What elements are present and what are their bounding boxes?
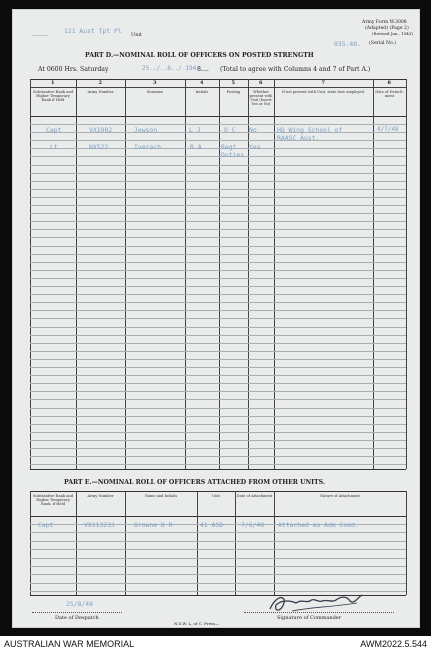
ruled-line — [30, 391, 406, 392]
ruled-line — [30, 549, 406, 550]
ruled-line — [30, 213, 406, 214]
part-e-title: PART E.—NOMINAL ROLL OF OFFICERS ATTACHED FROM OTHER UNITS. — [64, 479, 326, 486]
column-number: 5 — [231, 80, 235, 86]
column-header: Date of Attachment — [236, 494, 273, 498]
column-header: Army Number — [87, 494, 114, 498]
column-divider — [406, 79, 407, 469]
part-d-date: 25../..8../ 194 — [142, 65, 197, 72]
part-d-title: PART D.—NOMINAL ROLL OF OFFICERS ON POSTED STRENGTH — [85, 52, 314, 59]
column-divider — [185, 79, 186, 469]
ruled-line — [30, 189, 406, 190]
ruled-line — [30, 254, 406, 255]
archive-id: AWM2022.5.544 — [360, 639, 427, 649]
column-divider — [125, 491, 126, 595]
part-d-number-rule — [30, 87, 406, 88]
archive-name: AUSTRALIAN WAR MEMORIAL — [4, 639, 135, 649]
attachment-date-cell: 7/6/48 — [241, 521, 265, 529]
ruled-line — [30, 165, 406, 166]
employed-cell: HQ Wing School of — [277, 126, 343, 134]
column-divider — [274, 79, 275, 469]
column-number: 4 — [200, 80, 204, 86]
army-number-cell: VX113233 — [84, 521, 115, 529]
column-number: 7 — [321, 80, 325, 86]
ruled-line — [30, 270, 406, 271]
unit-label: Unit — [131, 32, 143, 38]
posting-cell: O C — [224, 126, 236, 134]
despatch-date: 25/8/48 — [66, 600, 93, 608]
signature-line — [244, 612, 394, 613]
surname-cell: Jewson — [134, 126, 158, 134]
column-header: Whether present with Unit (Insert Yes or No) — [249, 90, 273, 107]
army-number-cell: NX522 — [89, 143, 109, 151]
unit-dots: .......... — [32, 32, 48, 38]
column-divider — [406, 491, 407, 595]
ruled-line — [30, 229, 406, 230]
archive-footer — [0, 636, 431, 653]
column-divider — [76, 491, 77, 595]
ruled-line — [30, 294, 406, 295]
part-e-top-rule — [30, 491, 406, 492]
ruled-line — [30, 262, 406, 263]
ruled-line — [30, 140, 406, 141]
ruled-line — [30, 221, 406, 222]
ruled-line — [30, 335, 406, 336]
posting-cell-2: Duties — [221, 151, 245, 159]
initials-cell: L J — [189, 126, 201, 134]
ruled-line — [30, 383, 406, 384]
part-e-header-rule — [30, 516, 406, 517]
ruled-line — [30, 408, 406, 409]
part-d-at: At 0600 Hrs. Saturday — [38, 66, 109, 73]
form-revision: (Revised Jan., 1943) — [372, 31, 413, 36]
ruled-line — [30, 541, 406, 542]
ruled-line — [30, 246, 406, 247]
form-number: Army Form W.3008 — [362, 20, 407, 25]
employed-cell-2: RAASC Aust. — [277, 134, 320, 142]
ruled-line — [30, 197, 406, 198]
column-header: If not present with Unit, state how employed. — [282, 90, 365, 94]
initials-cell: R A — [190, 143, 202, 151]
signature-label: Signature of Commander — [277, 615, 342, 621]
ruled-line — [30, 456, 406, 457]
column-divider — [30, 79, 31, 469]
part-d-date-suffix: 8.... — [197, 66, 209, 73]
column-header: Unit — [212, 494, 220, 498]
ruled-line — [30, 205, 406, 206]
column-divider — [274, 491, 275, 595]
attachment-nature-cell: Attached as Adm Comd. — [278, 521, 359, 529]
ruled-line — [30, 286, 406, 287]
column-header: Surname — [146, 90, 164, 94]
part-d-bottom-rule — [30, 469, 406, 470]
column-header: Army Number — [87, 90, 114, 94]
column-header: Date of Detach-ment — [375, 90, 404, 99]
ruled-line — [30, 181, 406, 182]
ruled-line — [30, 399, 406, 400]
ruled-line — [30, 440, 406, 441]
column-header: Nature of Attachment — [320, 494, 360, 498]
column-header: Initials — [195, 90, 209, 94]
part-d-header-rule — [30, 116, 406, 117]
ruled-line — [30, 343, 406, 344]
ruled-line — [30, 375, 406, 376]
part-d-top-rule — [30, 79, 406, 80]
column-divider — [219, 79, 220, 469]
name-cell: Browne B R — [134, 521, 173, 529]
column-header: Substantive Rank and Higher Temporary Rank if Held — [32, 90, 74, 103]
ruled-line — [30, 302, 406, 303]
present-cell: No — [249, 126, 257, 134]
form-page-note: (Adapted) (Page 2) — [365, 26, 409, 31]
column-header: Substantive Rank and Higher Temporary Rank, if Held — [32, 494, 74, 507]
column-divider — [197, 491, 198, 595]
rank-cell: Capt — [46, 126, 62, 134]
ruled-line — [30, 416, 406, 417]
ruled-line — [30, 351, 406, 352]
ruled-line — [30, 173, 406, 174]
column-number: 6 — [259, 80, 263, 86]
present-cell: Yes — [249, 143, 261, 151]
ruled-line — [30, 132, 406, 133]
ruled-line — [30, 448, 406, 449]
ruled-line — [30, 432, 406, 433]
ruled-line — [30, 566, 406, 567]
army-number-cell: VX1902 — [89, 126, 113, 134]
rank-cell: Capt — [38, 521, 54, 529]
ruled-line — [30, 148, 406, 149]
column-number: 8 — [387, 80, 391, 86]
rank-cell: Lt — [50, 143, 58, 151]
despatch-line — [32, 612, 122, 613]
column-divider — [373, 79, 374, 469]
ruled-line — [30, 327, 406, 328]
surname-cell: Iverach — [134, 143, 161, 151]
unit-value: 121 Aust Tpt Pl — [64, 27, 122, 35]
unit-cell: 41 ASD — [200, 521, 224, 529]
column-number: 1 — [51, 80, 55, 86]
ruled-line — [30, 424, 406, 425]
ruled-line — [30, 574, 406, 575]
ruled-line — [30, 310, 406, 311]
serial-label: (Serial No.) — [369, 41, 396, 46]
printer-note: N.S.W. L. of C. Press— — [174, 621, 220, 626]
ruled-line — [30, 124, 406, 125]
ruled-line — [30, 532, 406, 533]
ruled-line — [30, 367, 406, 368]
column-divider — [76, 79, 77, 469]
ruled-line — [30, 318, 406, 319]
column-header: Name and Initials — [144, 494, 178, 498]
column-divider — [235, 491, 236, 595]
column-divider — [30, 491, 31, 595]
column-header: Posting — [226, 90, 241, 94]
part-d-note: (Total to agree with Columns 4 and 7 of Part A.) — [220, 66, 371, 73]
column-divider — [248, 79, 249, 469]
ruled-line — [30, 558, 406, 559]
column-divider — [125, 79, 126, 469]
serial-value: 035.48. — [334, 40, 361, 48]
posting-cell: Regt — [221, 143, 237, 151]
despatch-label: Date of Despatch — [55, 615, 99, 621]
ruled-line — [30, 278, 406, 279]
ruled-line — [30, 237, 406, 238]
detachment-date-cell: 4/7/48 — [377, 126, 399, 133]
ruled-line — [30, 464, 406, 465]
ruled-line — [30, 359, 406, 360]
form-page — [12, 9, 420, 628]
ruled-line — [30, 583, 406, 584]
column-number: 2 — [98, 80, 102, 86]
ruled-line — [30, 156, 406, 157]
column-number: 3 — [153, 80, 157, 86]
